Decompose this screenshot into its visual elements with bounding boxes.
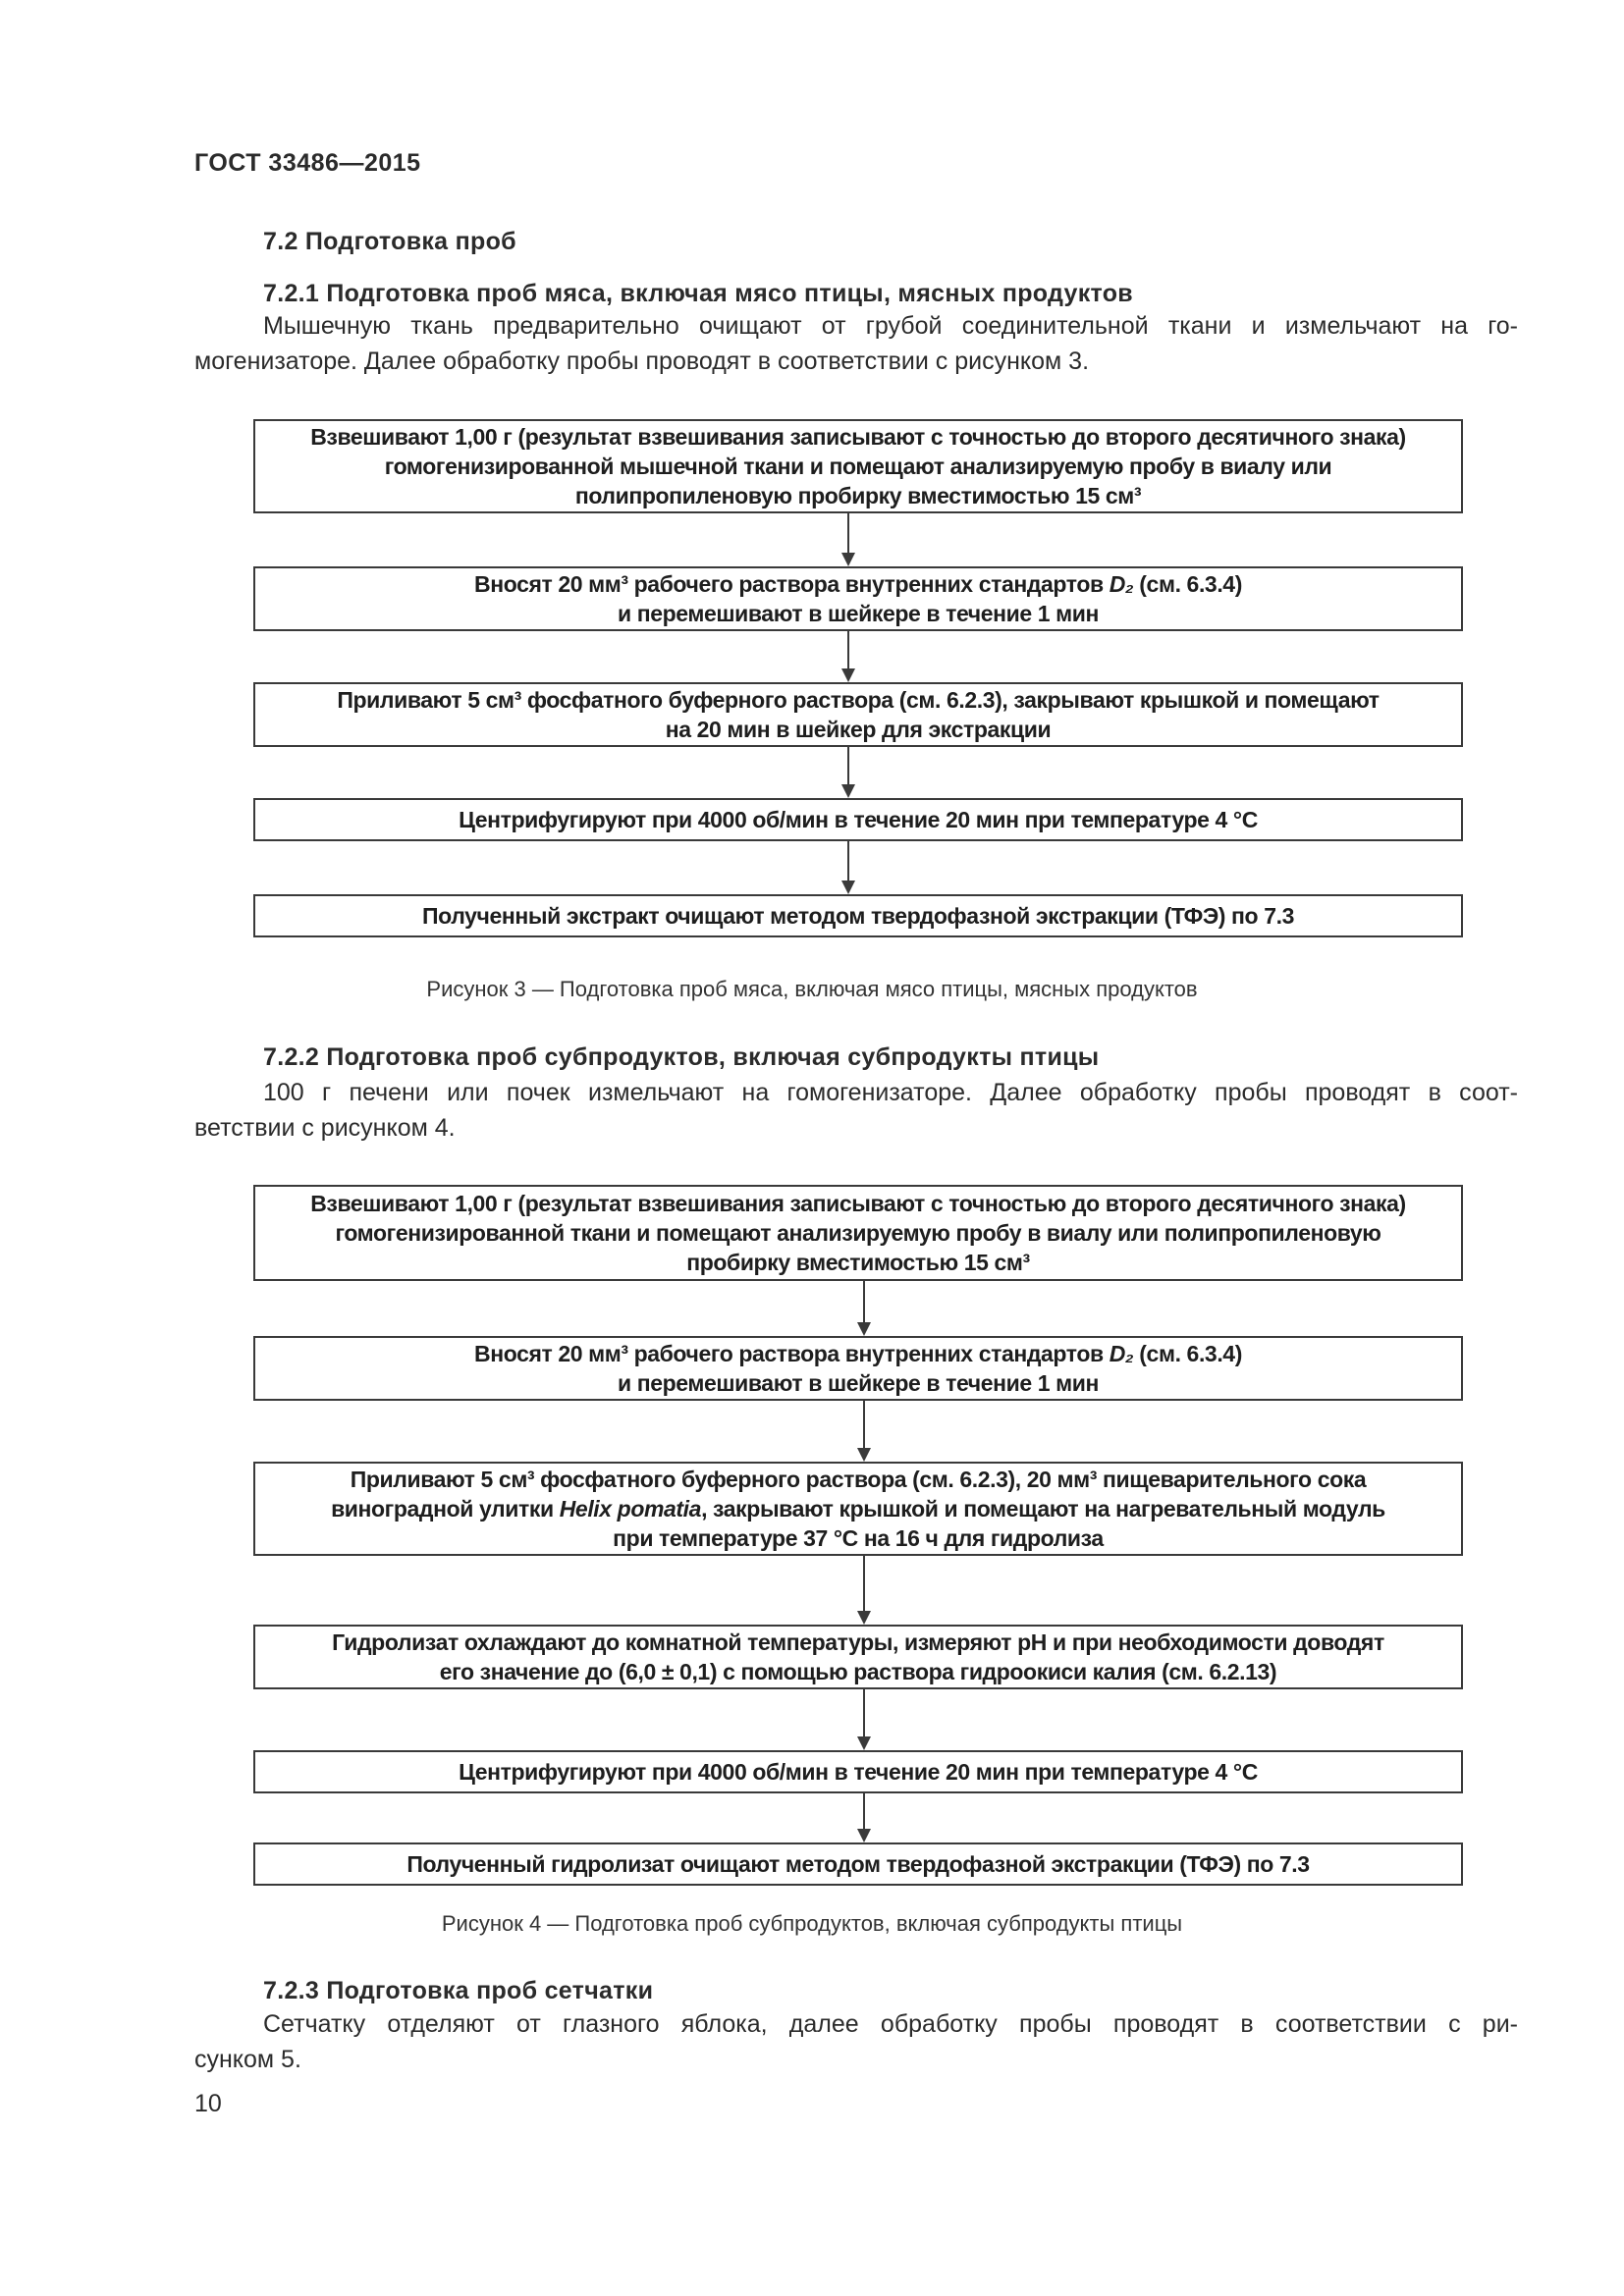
box-text: Вносят 20 мм³ рабочего раствора внутренних стандартов xyxy=(474,1341,1110,1366)
paragraph-line: Мышечную ткань предварительно очищают от грубой соединительной ткани и измельчают на го- xyxy=(263,312,1518,340)
box-line xyxy=(474,1339,1242,1368)
fig3-step1-box xyxy=(253,419,1463,513)
box-line: и перемешивают в шейкере в течение 1 мин xyxy=(618,1370,1099,1396)
box-line: его значение до (6,0 ± 0,1) с помощью раствора гидроокиси калия (см. 6.2.13) xyxy=(439,1659,1277,1684)
section-7-2-2-title: 7.2.2 Подготовка проб субпродуктов, включая субпродукты птицы xyxy=(263,1043,1100,1071)
paragraph-line: 100 г печени или почек измельчают на гомогенизаторе. Далее обработку пробы проводят в соот- xyxy=(263,1079,1518,1106)
box-line: Центрифугируют при 4000 об/мин в течение 20 мин при температуре 4 °С xyxy=(459,1759,1258,1785)
paragraph-line: сунком 5. xyxy=(194,2046,301,2073)
box-line: гомогенизированной мышечной ткани и помещают анализируемую пробу в виалу или xyxy=(384,454,1332,479)
fig4-step4-box xyxy=(253,1625,1463,1689)
box-line: Взвешивают 1,00 г (результат взвешивания записывают с точностью до второго десятичного знака) xyxy=(310,1191,1406,1216)
fig4-step1-box xyxy=(253,1185,1463,1281)
box-line: пробирку вместимостью 15 см³ xyxy=(686,1250,1030,1275)
box-line: Гидролизат охлаждают до комнатной температуры, измеряют рН и при необходимости доводят xyxy=(332,1629,1384,1655)
box-line: гомогенизированной ткани и помещают анализируемую пробу в виалу или полипропиленовую xyxy=(335,1220,1381,1246)
box-line: и перемешивают в шейкере в течение 1 мин xyxy=(618,601,1099,626)
box-text: виноградной улитки xyxy=(331,1496,560,1522)
document-header: ГОСТ 33486—2015 xyxy=(194,149,421,177)
box-text: (см. 6.3.4) xyxy=(1133,571,1242,597)
fig3-step3-box xyxy=(253,682,1463,747)
box-line: при температуре 37 °С на 16 ч для гидролиза xyxy=(613,1525,1104,1551)
box-line xyxy=(474,569,1242,599)
figure4-caption: Рисунок 4 — Подготовка проб субпродуктов, включая субпродукты птицы xyxy=(441,1911,1183,1936)
section-7-2-title: 7.2 Подготовка проб xyxy=(263,228,516,255)
box-line: на 20 мин в шейкер для экстракции xyxy=(665,717,1052,742)
section-7-2-1-title: 7.2.1 Подготовка проб мяса, включая мясо птицы, мясных продуктов xyxy=(263,280,1133,307)
page-number: 10 xyxy=(194,2090,222,2117)
section-7-2-3-paragraph xyxy=(194,2006,1518,2077)
box-line: полипропиленовую пробирку вместимостью 15 см³ xyxy=(574,483,1142,508)
box-text-italic: D₂ xyxy=(1109,571,1134,597)
box-line: Центрифугируют при 4000 об/мин в течение 20 мин при температуре 4 °С xyxy=(459,807,1258,832)
box-line: Взвешивают 1,00 г (результат взвешивания записывают с точностью до второго десятичного знака) xyxy=(310,424,1406,450)
paragraph-line: ветствии с рисунком 4. xyxy=(194,1114,456,1142)
box-text: Вносят 20 мм³ рабочего раствора внутренних стандартов xyxy=(474,571,1110,597)
box-line: Приливают 5 см³ фосфатного буферного раствора (см. 6.2.3), закрывают крышкой и помещают xyxy=(337,687,1380,713)
fig3-step4-box xyxy=(253,798,1463,841)
fig4-step5-box xyxy=(253,1750,1463,1793)
fig4-step6-box xyxy=(253,1842,1463,1886)
box-line: Полученный гидролизат очищают методом твердофазной экстракции (ТФЭ) по 7.3 xyxy=(406,1851,1310,1877)
box-text-italic: Helix pomatia xyxy=(559,1496,702,1522)
paragraph-line: Сетчатку отделяют от глазного яблока, далее обработку пробы проводят в соответствии с ри- xyxy=(263,2010,1518,2038)
section-7-2-2-paragraph xyxy=(194,1075,1518,1146)
paragraph-line: могенизаторе. Далее обработку пробы проводят в соответствии с рисунком 3. xyxy=(194,347,1090,375)
box-line: Полученный экстракт очищают методом твердофазной экстракции (ТФЭ) по 7.3 xyxy=(422,903,1294,929)
figure3-caption: Рисунок 3 — Подготовка проб мяса, включая мясо птицы, мясных продуктов xyxy=(426,977,1198,1001)
fig3-step5-box xyxy=(253,894,1463,937)
fig3-step2-box xyxy=(253,566,1463,631)
section-7-2-3-title: 7.2.3 Подготовка проб сетчатки xyxy=(263,1977,654,2004)
box-text: (см. 6.3.4) xyxy=(1133,1341,1242,1366)
box-line: Приливают 5 см³ фосфатного буферного раствора (см. 6.2.3), 20 мм³ пищеварительного сока xyxy=(350,1467,1367,1492)
fig4-step2-box xyxy=(253,1336,1463,1401)
box-line xyxy=(331,1494,1385,1523)
section-7-2-1-paragraph xyxy=(194,308,1518,379)
fig4-step3-box xyxy=(253,1462,1463,1556)
box-text-italic: D₂ xyxy=(1109,1341,1134,1366)
box-text: , закрывают крышкой и помещают на нагревательный модуль xyxy=(701,1496,1385,1522)
